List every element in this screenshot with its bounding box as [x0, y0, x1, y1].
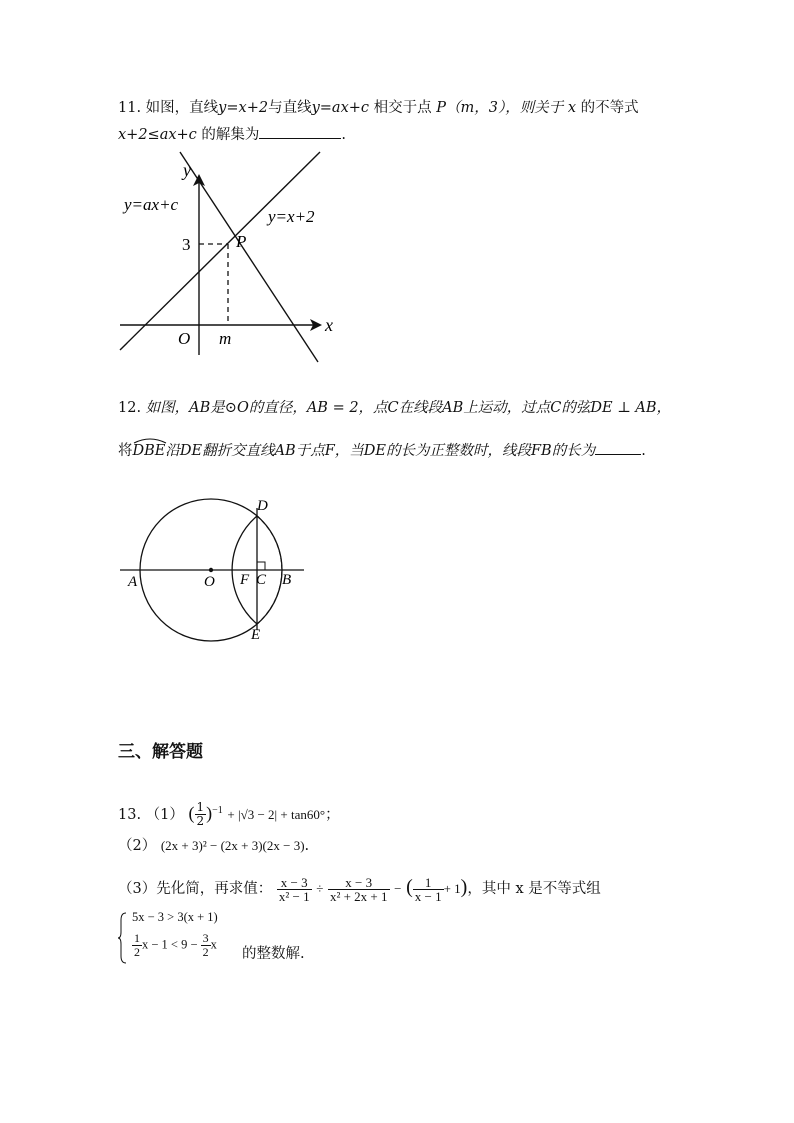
- section-title: 三、解答题: [118, 742, 203, 762]
- q12-center-dot: [209, 568, 213, 572]
- q13-brace-icon: [118, 912, 128, 964]
- q11-label-x-plus-2: y=x+2: [268, 207, 315, 226]
- q12-number: 12.: [118, 400, 142, 416]
- q12-answer-blank[interactable]: [595, 440, 641, 455]
- q11-m-label: m: [219, 329, 232, 348]
- q12-line-1: 12. 如图，AB是⊙O的直径，AB = 2，点C在线段AB上运动，过点C的弦DE ⊥ AB，: [118, 400, 672, 416]
- q11-label-ax-plus-c: y=ax+c: [124, 195, 179, 214]
- q13-number: 13.: [118, 806, 142, 823]
- q13-inequality-system: [118, 910, 378, 966]
- q12-line-2: 将 DBE沿DE翻折交直线AB于点F，当DE的长为正整数时，线段FB的长为 .: [118, 440, 646, 461]
- q11-inequality: x+2≤ax+c: [118, 127, 197, 143]
- q11-origin-label: O: [178, 329, 191, 348]
- q13-fraction-3: $\frac{1}{x - 1}$: [414, 874, 442, 904]
- q12-label-B: B: [282, 572, 292, 588]
- q11-line-2: x+2≤ax+c 的解集为 .: [118, 124, 346, 145]
- q12-arc-mark-icon: [133, 438, 167, 444]
- q11-line-ax-plus-c: [180, 152, 318, 362]
- q11-three-label: 3: [182, 235, 191, 254]
- q13-p3-end: 的整数解.: [242, 946, 305, 962]
- q13-p2-expression: (2x + 3)² − (2x + 3)(2x − 3): [160, 838, 305, 853]
- q13-fraction-2: $\frac{x - 3}{\text{x² + 2x + 1}}$: [329, 874, 388, 904]
- q12-label-O: O: [204, 574, 215, 590]
- q11-answer-blank[interactable]: [259, 124, 341, 139]
- q12-label-D: D: [257, 498, 268, 514]
- q13-part-2: （2） (2x + 3)² − (2x + 3)(2x − 3).: [118, 838, 310, 854]
- q12-figure: [112, 494, 312, 644]
- q11-graph: [110, 150, 340, 370]
- q12-right-angle-icon: [257, 562, 265, 570]
- q13-p1-half: $\frac{1}{2}$: [196, 800, 205, 829]
- q13-system-eq1: 5x − 3 > 3(x + 1): [132, 910, 218, 924]
- q13-part-1: 13. （1） ( $\frac{1}{2}$ )$^{-1}$ + |√3 − 2| + tan60°；: [118, 800, 340, 829]
- q13-system-eq2: $\frac{1}{2}$ x − 1 < 9 − $\frac{3}{2}$ x: [134, 931, 217, 959]
- q11-y-label: y: [183, 160, 191, 180]
- q12-label-C: C: [256, 572, 267, 588]
- q11-P-label: P: [236, 232, 247, 251]
- q11-line-1: 11. 如图，直线y=x+2与直线y=ax+c 相交于点 P（m，3），则关于 x 的不等式: [118, 100, 639, 116]
- q12-label-E: E: [251, 627, 261, 643]
- q12-label-A: A: [128, 574, 138, 590]
- q12-arc-name: DBE: [133, 441, 166, 461]
- q13-part-3: （3）先化简，再求值： $\frac{x - 3}{\text{x² − 1}}$ ÷ $\frac{x - 3}{\text{x² + 2x + 1}}$ − ( $\frac{1}{x - 1}$ + 1)，其中 x 是不等式组: [118, 874, 601, 904]
- q11-number: 11.: [118, 100, 142, 116]
- q13-fraction-1: $\frac{x - 3}{\text{x² − 1}}$: [278, 874, 310, 904]
- q12-label-F: F: [240, 572, 250, 588]
- q11-x-label: x: [325, 315, 333, 335]
